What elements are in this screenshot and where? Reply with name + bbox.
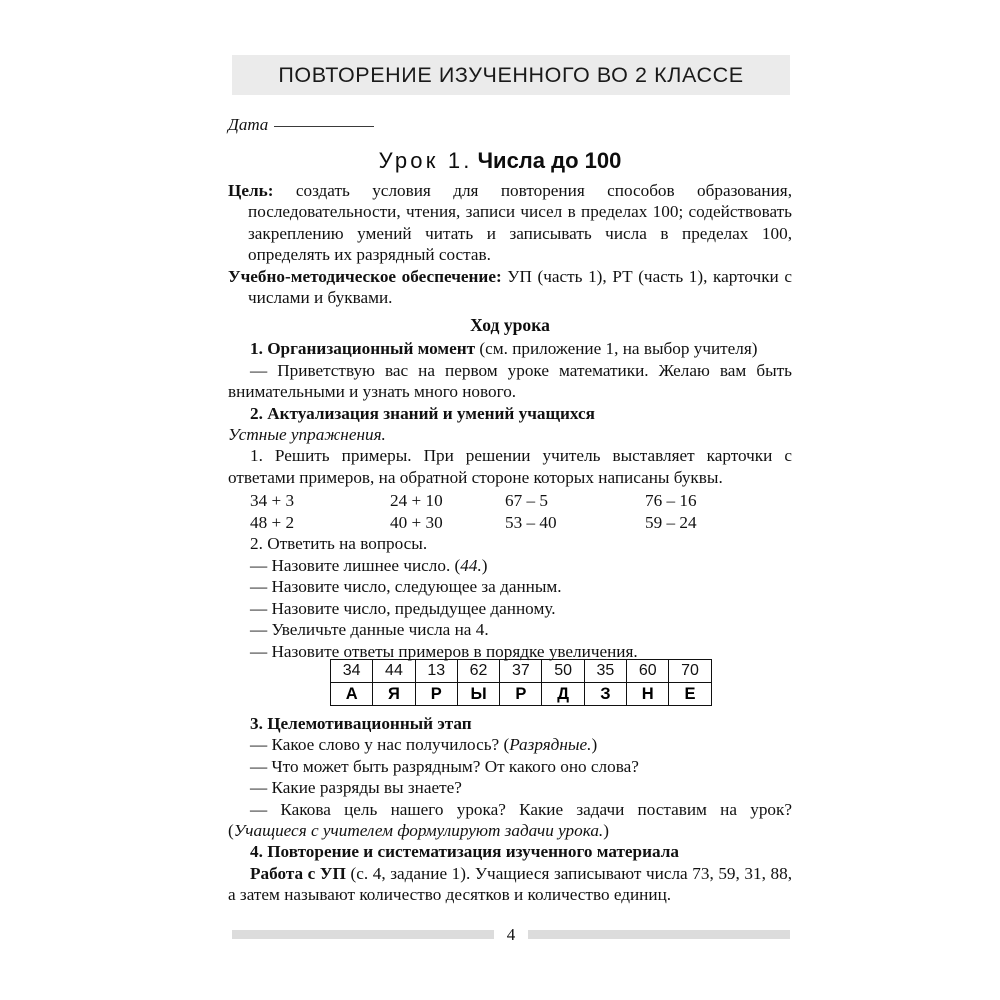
stage2-question-2: — Назовите число, следующее за данным. bbox=[250, 577, 562, 597]
stage2-task2: 2. Ответить на вопросы. bbox=[250, 534, 428, 554]
materials-text: УП (часть 1), РТ (часть 1), карточки с числами и буквами. bbox=[248, 266, 792, 308]
code-number-cell: 44 bbox=[373, 660, 415, 683]
code-letter-cell: А bbox=[331, 683, 373, 706]
lesson-title bbox=[0, 148, 1000, 174]
code-number-cell: 34 bbox=[331, 660, 373, 683]
stage2-task1: 1. Решить примеры. При решении учитель выставляет карточки с ответами примеров, на обратной стороне которых написаны буквы. bbox=[228, 446, 792, 487]
footer-rule-right bbox=[528, 930, 790, 939]
stage3-question-1 bbox=[228, 734, 792, 755]
question-close: ) bbox=[481, 555, 488, 575]
stage2-question-3: — Назовите число, предыдущее данному. bbox=[250, 598, 556, 618]
page-number: 4 bbox=[506, 924, 516, 944]
stage4-work-label: Работа с УП bbox=[250, 863, 346, 883]
materials-paragraph bbox=[228, 266, 792, 309]
date-label: Дата bbox=[228, 115, 269, 134]
course-heading: Ход урока bbox=[470, 315, 550, 336]
stage2-subheading bbox=[228, 424, 792, 445]
question-text: — Назовите лишнее число. ( bbox=[250, 555, 461, 575]
stage2-subheading-text: Устные упражнения. bbox=[228, 425, 386, 445]
example-cell: 67 – 5 bbox=[505, 491, 548, 511]
date-line bbox=[228, 115, 374, 135]
stage3-heading-paragraph bbox=[228, 713, 792, 734]
banner-title: ПОВТОРЕНИЕ ИЗУЧЕННОГО ВО 2 КЛАССЕ bbox=[278, 62, 744, 87]
objective-label: Цель: bbox=[228, 181, 274, 200]
code-letter-cell: З bbox=[584, 683, 626, 706]
stage1-heading-paragraph bbox=[228, 338, 792, 359]
code-table bbox=[330, 659, 712, 706]
example-cell: 76 – 16 bbox=[645, 491, 697, 511]
stage4-work-paragraph bbox=[228, 863, 792, 906]
stage1-heading: 1. Организационный момент bbox=[250, 339, 476, 359]
example-cell: 34 + 3 bbox=[250, 491, 295, 511]
lesson-body-lower bbox=[228, 713, 792, 906]
question-answer: Разрядные. bbox=[509, 735, 592, 755]
footer-rule-left bbox=[232, 930, 494, 939]
lesson-body bbox=[228, 180, 792, 662]
objective-paragraph bbox=[228, 180, 792, 266]
code-number-cell: 62 bbox=[457, 660, 499, 683]
stage4-heading: 4. Повторение и систематизация изученного материала bbox=[250, 842, 680, 862]
question-answer: 44. bbox=[460, 555, 482, 575]
stage4-work-text: (с. 4, задание 1). Учащиеся записывают числа 73, 59, 31, 88, а затем называют количество десятков и количество единиц. bbox=[228, 863, 792, 905]
code-letter-cell: Д bbox=[542, 683, 584, 706]
stage3-heading: 3. Целемотивационный этап bbox=[250, 714, 472, 733]
code-table-numbers-row bbox=[331, 660, 712, 683]
materials-label: Учебно-методическое обеспечение: bbox=[228, 266, 502, 286]
examples-row bbox=[228, 490, 792, 512]
question-answer: Учащиеся с учителем формулируют задачи урока. bbox=[233, 821, 604, 841]
code-letter-cell: Я bbox=[373, 683, 415, 706]
code-letter-cell: Е bbox=[669, 683, 711, 706]
code-letter-cell: Н bbox=[627, 683, 669, 706]
page-footer bbox=[232, 925, 790, 943]
examples-grid bbox=[228, 490, 792, 533]
lesson-number: Урок 1. bbox=[378, 148, 473, 173]
stage3-question-3: — Какие разряды вы знаете? bbox=[250, 778, 462, 798]
lesson-name: Числа до 100 bbox=[477, 148, 622, 173]
example-cell: 24 + 10 bbox=[390, 491, 443, 511]
code-letter-cell: Ы bbox=[457, 683, 499, 706]
example-cell: 53 – 40 bbox=[505, 512, 557, 532]
stage1-heading-note: (см. приложение 1, на выбор учителя) bbox=[475, 339, 758, 359]
example-cell: 59 – 24 bbox=[645, 512, 697, 532]
example-cell: 48 + 2 bbox=[250, 512, 295, 532]
code-letter-cell: Р bbox=[500, 683, 542, 706]
code-number-cell: 60 bbox=[627, 660, 669, 683]
code-number-cell: 13 bbox=[415, 660, 457, 683]
stage3-question-2: — Что может быть разрядным? От какого оно слова? bbox=[250, 756, 639, 776]
question-text: — Какое слово у нас получилось? ( bbox=[250, 735, 510, 755]
section-banner bbox=[232, 55, 790, 95]
code-letter-cell: Р bbox=[415, 683, 457, 706]
example-cell: 40 + 30 bbox=[390, 512, 443, 532]
code-number-cell: 70 bbox=[669, 660, 711, 683]
stage4-heading-paragraph bbox=[228, 841, 792, 862]
stage2-heading-paragraph bbox=[228, 403, 792, 424]
code-number-cell: 35 bbox=[584, 660, 626, 683]
question-close: ) bbox=[603, 821, 609, 841]
question-text: — Какова цель нашего урока? Какие задачи поставим на урок? ( bbox=[228, 799, 792, 841]
stage2-question-4: — Увеличьте данные числа на 4. bbox=[250, 620, 489, 640]
objective-text: создать условия для повторения способов образования, последовательности, чтения, записи чисел в пределах 100; содействовать закреплению умений читать и записывать числа в пределах 100, определять их разрядный состав. bbox=[248, 181, 792, 265]
stage2-heading: 2. Актуализация знаний и умений учащихся bbox=[250, 403, 595, 423]
date-blank-rule bbox=[274, 125, 374, 127]
code-table-wrapper bbox=[330, 659, 712, 706]
code-number-cell: 37 bbox=[500, 660, 542, 683]
code-table-letters-row bbox=[331, 683, 712, 706]
code-number-cell: 50 bbox=[542, 660, 584, 683]
stage3-question-4 bbox=[228, 799, 792, 842]
question-close: ) bbox=[591, 735, 598, 755]
stage1-body: — Приветствую вас на первом уроке математики. Желаю вам быть внимательными и узнать много нового. bbox=[228, 360, 792, 402]
stage2-question-5: — Назовите ответы примеров в порядке увеличения. bbox=[250, 641, 638, 661]
examples-row bbox=[228, 512, 792, 534]
stage2-question-1 bbox=[228, 555, 792, 576]
